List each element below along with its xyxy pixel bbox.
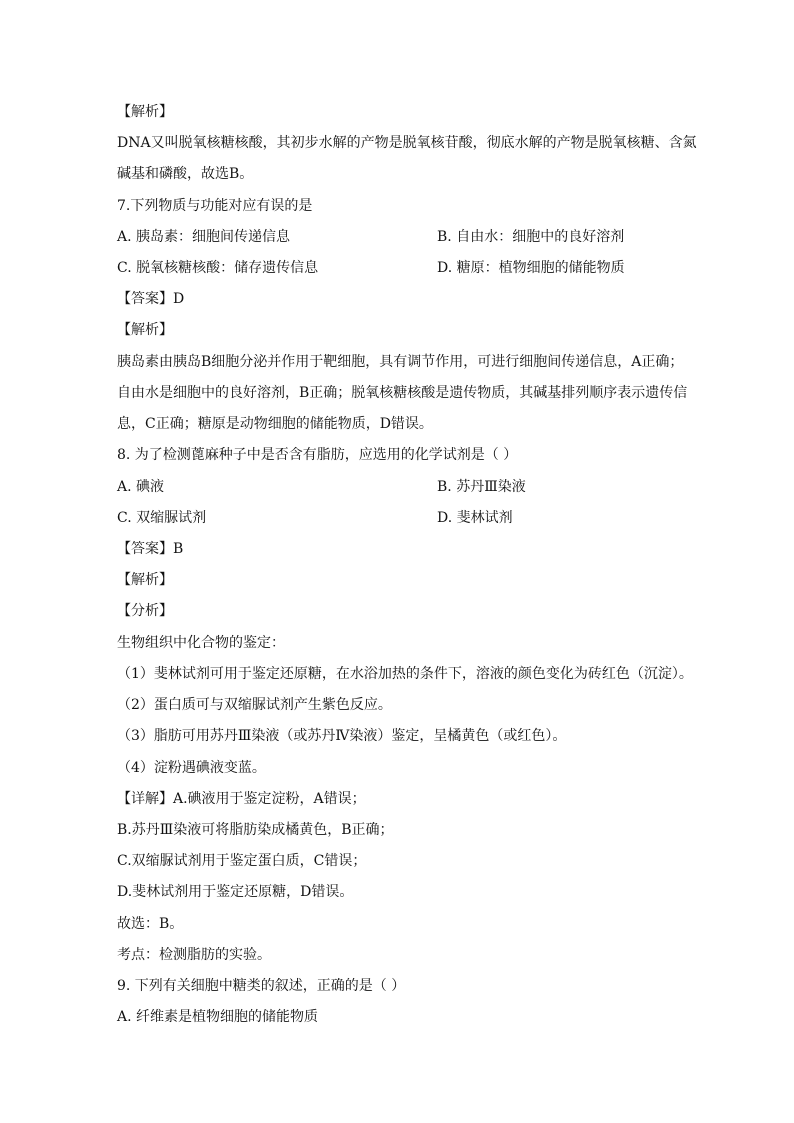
analysis-text-line: 自由水是细胞中的良好溶剂，B正确；脱氧核糖核酸是遗传物质，其碱基排列顺序表示遗传信 bbox=[117, 385, 688, 401]
analysis-text-line: （4）淀粉遇碘液变蓝。 bbox=[117, 760, 266, 776]
analysis-text-line: DNA又叫脱氧核糖核酸，其初步水解的产物是脱氧核苷酸，彻底水解的产物是脱氧核糖、含氮 bbox=[117, 135, 697, 151]
analysis-text-line: （2）蛋白质可与双缩脲试剂产生紫色反应。 bbox=[117, 697, 392, 713]
q7-option-a: A. 胰岛素：细胞间传递信息 bbox=[117, 229, 291, 245]
analysis-text-line: （3）脂肪可用苏丹Ⅲ染液（或苏丹Ⅳ染液）鉴定，呈橘黄色（或红色）。 bbox=[117, 728, 567, 744]
q8-option-c: C. 双缩脲试剂 bbox=[117, 510, 207, 526]
q7-option-d: D. 糖原：植物细胞的储能物质 bbox=[437, 260, 625, 276]
analysis-text-line: （1）斐林试剂可用于鉴定还原糖，在水浴加热的条件下，溶液的颜色变化为砖红色（沉淀）。 bbox=[117, 666, 693, 682]
q8-option-d: D. 斐林试剂 bbox=[437, 510, 513, 526]
answer-label: 【答案】B bbox=[117, 541, 184, 557]
analysis-heading: 【解析】 bbox=[117, 572, 173, 588]
analysis-heading: 【解析】 bbox=[117, 322, 173, 338]
detail-text-line: D.斐林试剂用于鉴定还原糖，D错误。 bbox=[117, 884, 354, 900]
question-9-stem: 9. 下列有关细胞中糖类的叙述，正确的是（ ） bbox=[117, 978, 406, 994]
answer-choice-line: 故选：B。 bbox=[117, 916, 184, 932]
q7-option-c: C. 脱氧核糖核酸：储存遗传信息 bbox=[117, 260, 319, 276]
analysis-subheading: 【分析】 bbox=[117, 603, 173, 619]
analysis-text-line: 生物组织中化合物的鉴定： bbox=[117, 635, 285, 651]
analysis-heading: 【解析】 bbox=[117, 104, 173, 120]
analysis-text-line: 碱基和磷酸，故选B。 bbox=[117, 166, 254, 182]
question-8-stem: 8. 为了检测蓖麻种子中是否含有脂肪，应选用的化学试剂是（ ） bbox=[117, 447, 518, 463]
detail-text-line: 【详解】A.碘液用于鉴定淀粉，A错误； bbox=[117, 791, 366, 807]
answer-label: 【答案】D bbox=[117, 291, 185, 307]
q8-option-b: B. 苏丹Ⅲ染液 bbox=[437, 479, 526, 495]
q8-option-a: A. 碘液 bbox=[117, 479, 165, 495]
q7-option-b: B. 自由水：细胞中的良好溶剂 bbox=[437, 229, 625, 245]
analysis-text-line: 胰岛素由胰岛B细胞分泌并作用于靶细胞，具有调节作用，可进行细胞间传递信息，A正确； bbox=[117, 354, 684, 370]
detail-text-line: B.苏丹Ⅲ染液可将脂肪染成橘黄色，B正确； bbox=[117, 822, 394, 838]
q9-option-a: A. 纤维素是植物细胞的储能物质 bbox=[117, 1009, 319, 1025]
detail-text-line: C.双缩脲试剂用于鉴定蛋白质，C错误； bbox=[117, 853, 367, 869]
topic-line: 考点：检测脂肪的实验。 bbox=[117, 947, 271, 963]
question-7-stem: 7.下列物质与功能对应有误的是 bbox=[117, 198, 313, 214]
analysis-text-line: 息，C正确；糖原是动物细胞的储能物质，D错误。 bbox=[117, 416, 433, 432]
